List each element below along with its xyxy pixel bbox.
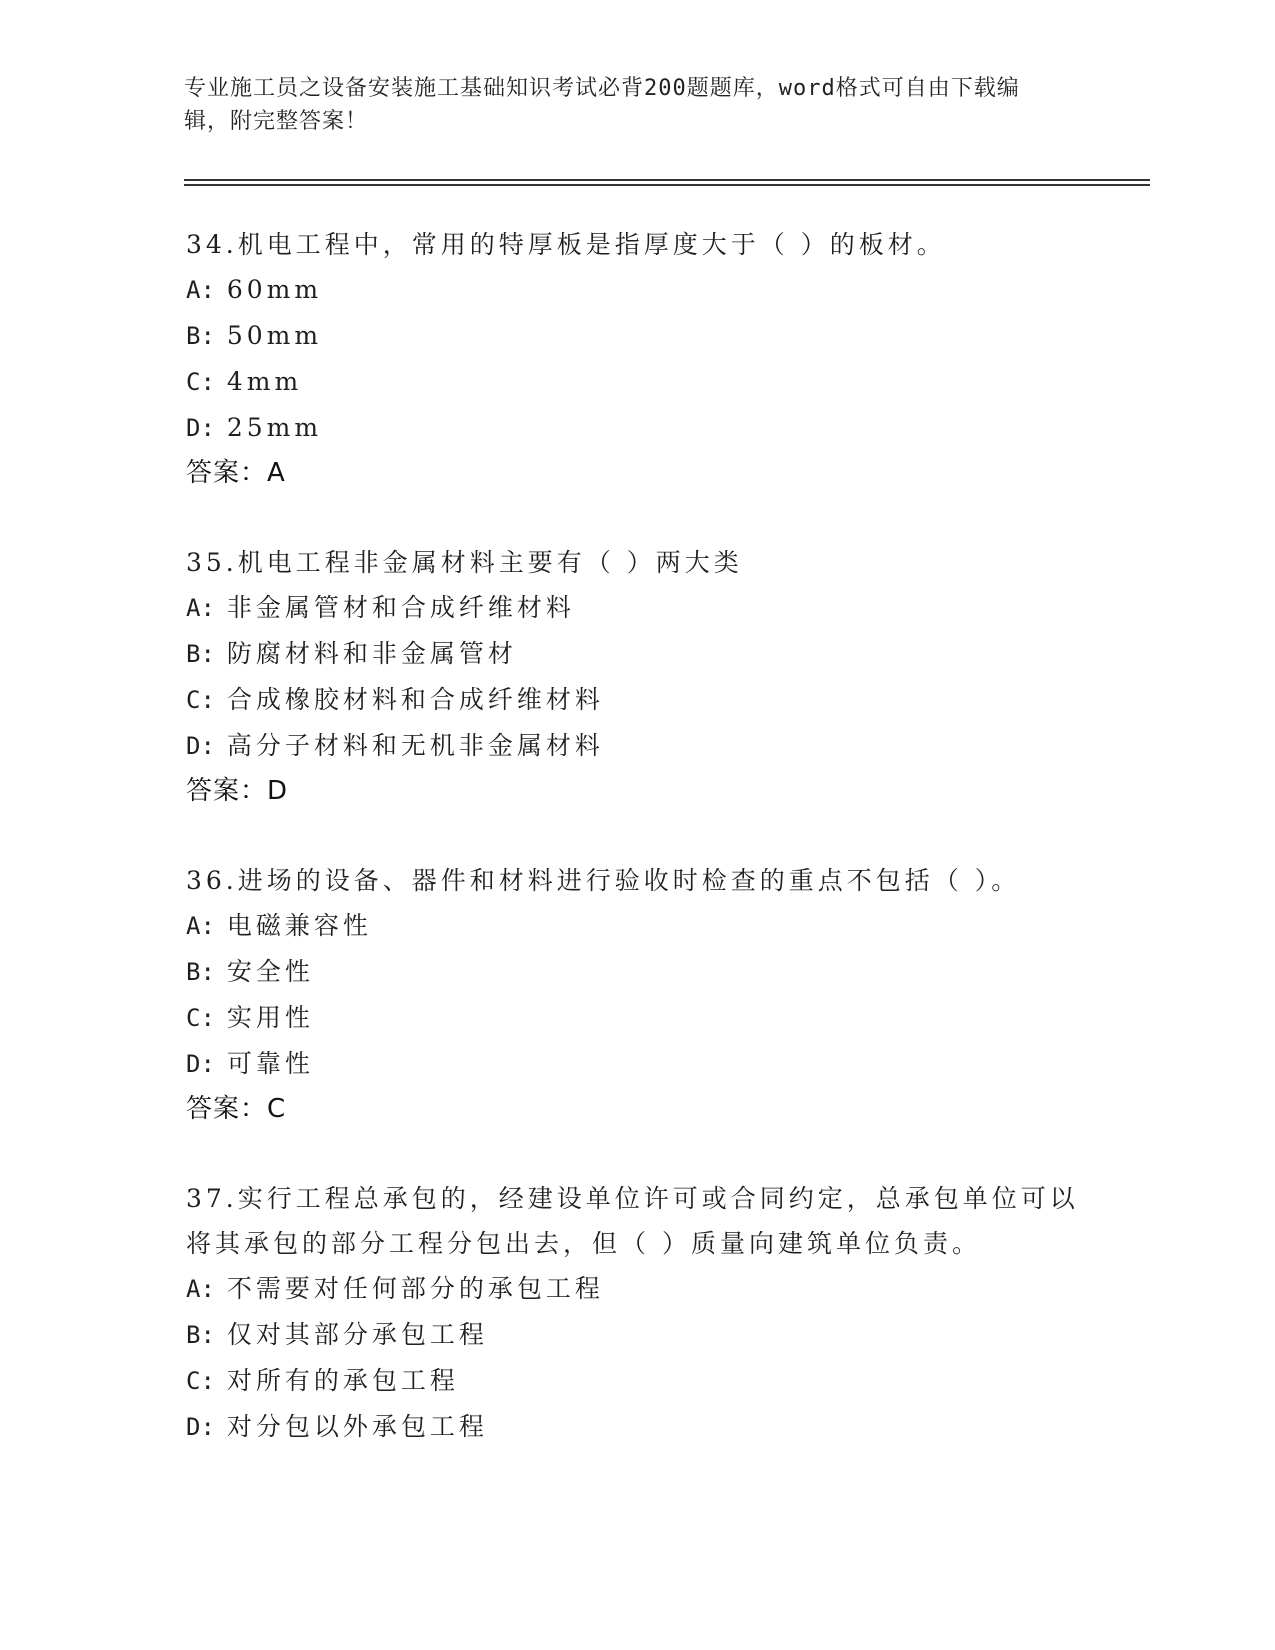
option-label: A: [186,276,215,304]
option-label: B: [186,322,215,350]
option-text: 60mm [226,275,323,304]
option-text: 防腐材料和非金属管材 [226,639,517,668]
option-a [186,903,1086,949]
option-c [186,995,1086,1041]
question-35 [186,540,1086,814]
answer-line [186,769,1086,814]
option-label: D: [186,414,215,442]
answer-prefix: 答案： [186,458,268,488]
option-text: 电磁兼容性 [226,911,372,940]
question-text: 37.实行工程总承包的，经建设单位许可或合同约定，总承包单位可以将其承包的部分工程分包出去，但（ ）质量向建筑单位负责。 [186,1184,1079,1258]
option-c [186,1358,1086,1404]
answer-line [186,1087,1086,1132]
header-divider-top [184,179,1150,181]
option-text: 不需要对任何部分的承包工程 [226,1274,604,1303]
option-label: A: [186,1275,215,1303]
option-text: 4mm [226,367,303,396]
option-text: 可靠性 [226,1049,314,1078]
option-d [186,1404,1086,1450]
header-divider-bottom [184,184,1150,186]
answer-prefix: 答案： [186,776,268,806]
document-header: 专业施工员之设备安装施工基础知识考试必背200题题库，word格式可自由下载编辑，附完整答案！ [184,76,1020,134]
option-b [186,1312,1086,1358]
option-label: C: [186,686,215,714]
option-label: B: [186,1321,215,1349]
option-text: 对分包以外承包工程 [226,1412,488,1441]
question-37 [186,1176,1086,1450]
option-text: 仅对其部分承包工程 [226,1320,488,1349]
question-text: 34.机电工程中，常用的特厚板是指厚度大于（ ）的板材。 [186,230,946,259]
option-text: 非金属管材和合成纤维材料 [226,593,575,622]
option-b [186,949,1086,995]
answer-value: A [267,458,286,488]
option-b [186,631,1086,677]
option-label: C: [186,1367,215,1395]
option-text: 合成橡胶材料和合成纤维材料 [226,685,604,714]
answer-line [186,451,1086,496]
option-label: D: [186,1413,215,1441]
option-label: A: [186,594,215,622]
question-34 [186,222,1086,496]
answer-prefix: 答案： [186,1094,268,1124]
option-label: B: [186,958,215,986]
question-text: 36.进场的设备、器件和材料进行验收时检查的重点不包括（ ）。 [186,866,1021,895]
answer-value: C [267,1094,287,1124]
option-text: 高分子材料和无机非金属材料 [226,731,604,760]
option-a [186,267,1086,313]
option-text: 25mm [226,413,323,442]
option-a [186,1266,1086,1312]
question-36 [186,858,1086,1132]
option-text: 安全性 [226,957,314,986]
answer-value: D [267,776,289,806]
option-c [186,677,1086,723]
option-c [186,359,1086,405]
option-text: 50mm [226,321,323,350]
option-label: D: [186,1050,215,1078]
option-d [186,723,1086,769]
option-label: A: [186,912,215,940]
question-text: 35.机电工程非金属材料主要有（ ）两大类 [186,548,743,577]
option-text: 对所有的承包工程 [226,1366,459,1395]
option-label: D: [186,732,215,760]
option-label: C: [186,1004,215,1032]
option-d [186,405,1086,451]
option-a [186,585,1086,631]
option-text: 实用性 [226,1003,314,1032]
option-label: B: [186,640,215,668]
option-b [186,313,1086,359]
option-d [186,1041,1086,1087]
option-label: C: [186,368,215,396]
